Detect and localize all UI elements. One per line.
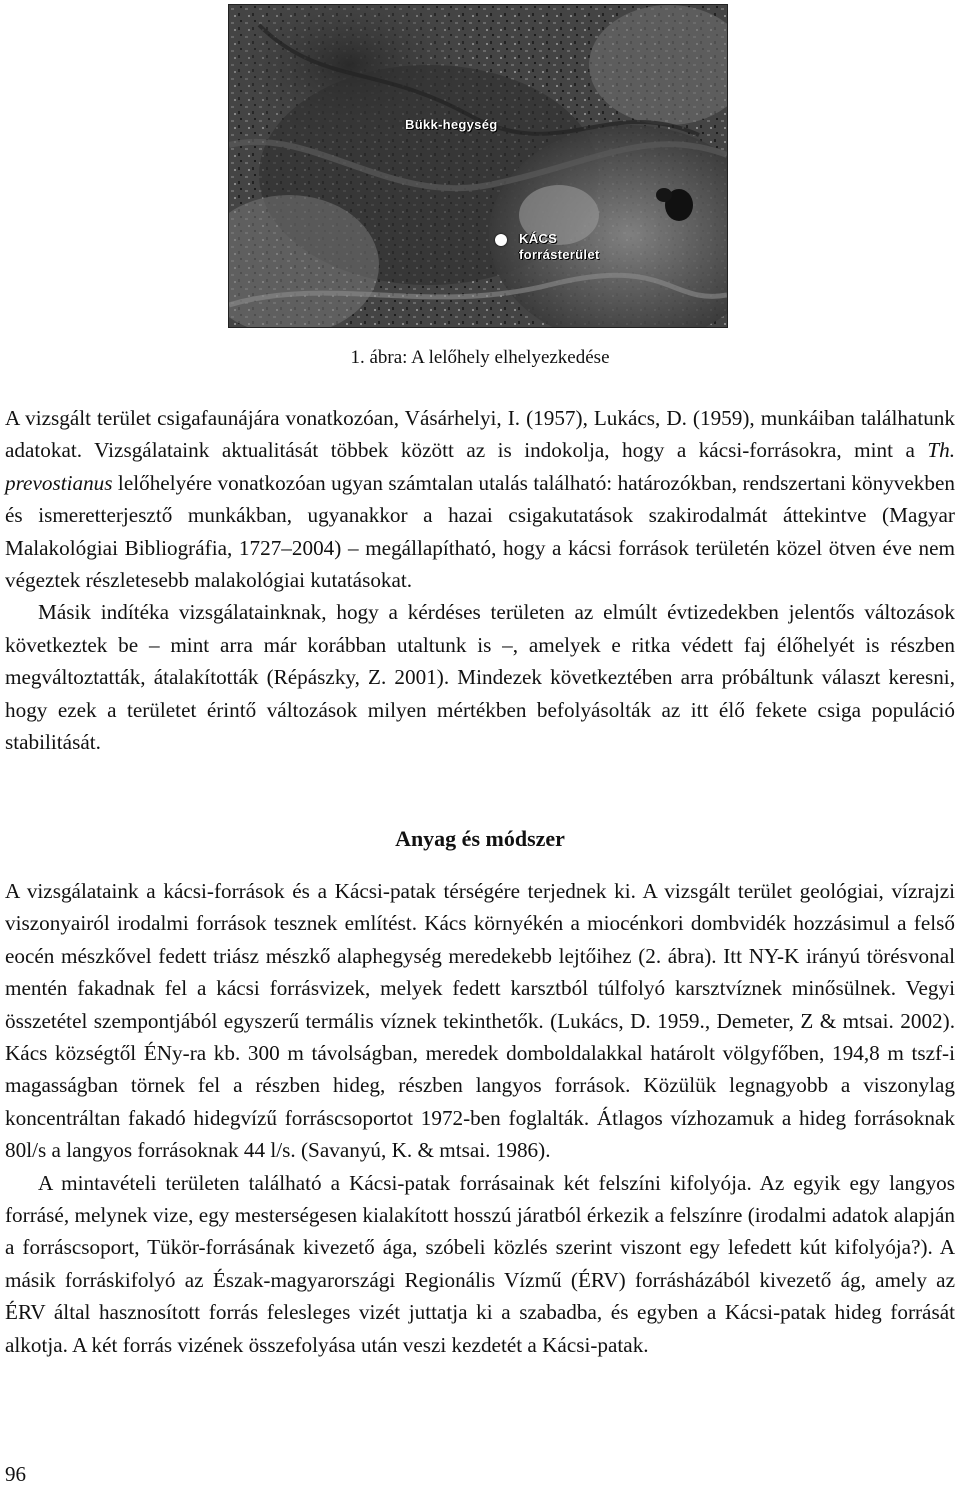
method-paragraph-1: A vizsgálataink a kácsi-források és a Kácsi-patak térségére terjednek ki. A vizsgált terület geológiai, vízrajzi viszonyairól irodalmi források tesznek említést. Kács környékén a miocénkori dombvidék hozzásimul a felső eocén mészkővel fedett triász mészkő alaphegység meredekebb lejtőihez (2. ábra). Itt NY-K irányú törésvonal mentén fakadnak fel a kácsi forrásvizek, melyek fedett karsztból túlfolyó karsztvíznek minősülnek. Vegyi összetétel szempontjából egyszerű termális víznek tekinthetők. (Lukács, D. 1959., Demeter, Z & mtsai. 2002). Kács községtől ÉNy-ra kb. 300 m távolságban, meredek domboldalakkal határolt völgyfőben, 194,8 m tszf-i magasságban törnek fel a részben hideg, részben langyos források. Közülük legnagyobb a viszonylag koncentráltan fakadó hidegvízű forráscsoportot 1972-ben foglalták. Átlagos vízhozamuk a hideg forrásoknak 80l/s a langyos forrásoknak 44 l/s. (Savanyú, K. & mtsai. 1986).	[5, 879, 955, 1163]
map-label-bukk-hegyseg: Bükk-hegység	[405, 117, 498, 132]
species-name: Th. prevostianus	[5, 438, 955, 495]
satellite-map-image	[229, 5, 727, 327]
intro-paragraph-2: Másik indítéka vizsgálatainknak, hogy a kérdéses területen az elmúlt évtizedekben jelentős változások következtek be – mint arra már korábban utaltunk is –, amelyek e ritka védett faj élőhelyét is részben megváltoztatták, átalakították (Répászky, Z. 2001). Mindezek következtében arra próbáltunk választ keresni, hogy ezek a területet érintő változások milyen mértékben befolyásolták az itt élő fekete csiga populáció stabilitását.	[5, 600, 955, 755]
location-marker-icon	[495, 234, 507, 246]
method-text	[5, 875, 955, 1361]
page-number: 96	[5, 1462, 26, 1486]
intro-paragraph-1	[5, 402, 955, 596]
intro-p1-part1: A vizsgált terület csigafaunájára vonatkozóan, Vásárhelyi, I. (1957), Lukács, D. (1959), munkáiban találhatunk adatokat. Vizsgálataink aktualitását többek között az is indokolja, hogy a kácsi-forrásokra, mint a	[5, 406, 955, 463]
figure-caption: 1. ábra: A lelőhely elhelyezkedése	[350, 347, 610, 368]
satellite-map-figure	[228, 4, 728, 328]
method-paragraph-2: A mintavételi területen található a Kácsi-patak forrásainak két felszíni kifolyója. Az egyik egy langyos forrásé, melynek vize, egy mesterségesen kialakított hosszú járatból érkezik a felszínre (irodalmi adatok alapján a forráscsoport, Tükör-forrásának kivezető ága, szóbeli közlés szerint viszont egy lefedett kút kifolyója?). A másik forráskifolyó az Észak-magyarországi Regionális Vízmű (ÉRV) forrásházából kivezető ág, amely az ÉRV által hasznosított forrás felesleges vizét juttatja ki a szabadba, és egyben a Kácsi-patak hideg forrását alkotja. A két forrás vizének összefolyása után veszi kezdetét a Kácsi-patak.	[5, 1170, 955, 1357]
map-label-kacs	[519, 231, 599, 263]
intro-p1-part2: lelőhelyére vonatkozóan ugyan számtalan utalás található: határozókban, rendszertani könyvekben és ismeretterjesztő munkákban, ugyanakkor a hazai csigakutatások szakirodalmát áttekintve (Magyar Malakológiai Bibliográfia, 1727–2004) – megállapítható, hogy a kácsi források területén közel ötven éve nem végeztek részletesebb malakológiai kutatásokat.	[5, 470, 955, 593]
section-heading: Anyag és módszer	[395, 826, 565, 851]
map-label-kacs-line1: KÁCS	[519, 231, 558, 246]
map-label-kacs-line2: forrásterület	[519, 247, 600, 262]
intro-text	[5, 402, 955, 758]
